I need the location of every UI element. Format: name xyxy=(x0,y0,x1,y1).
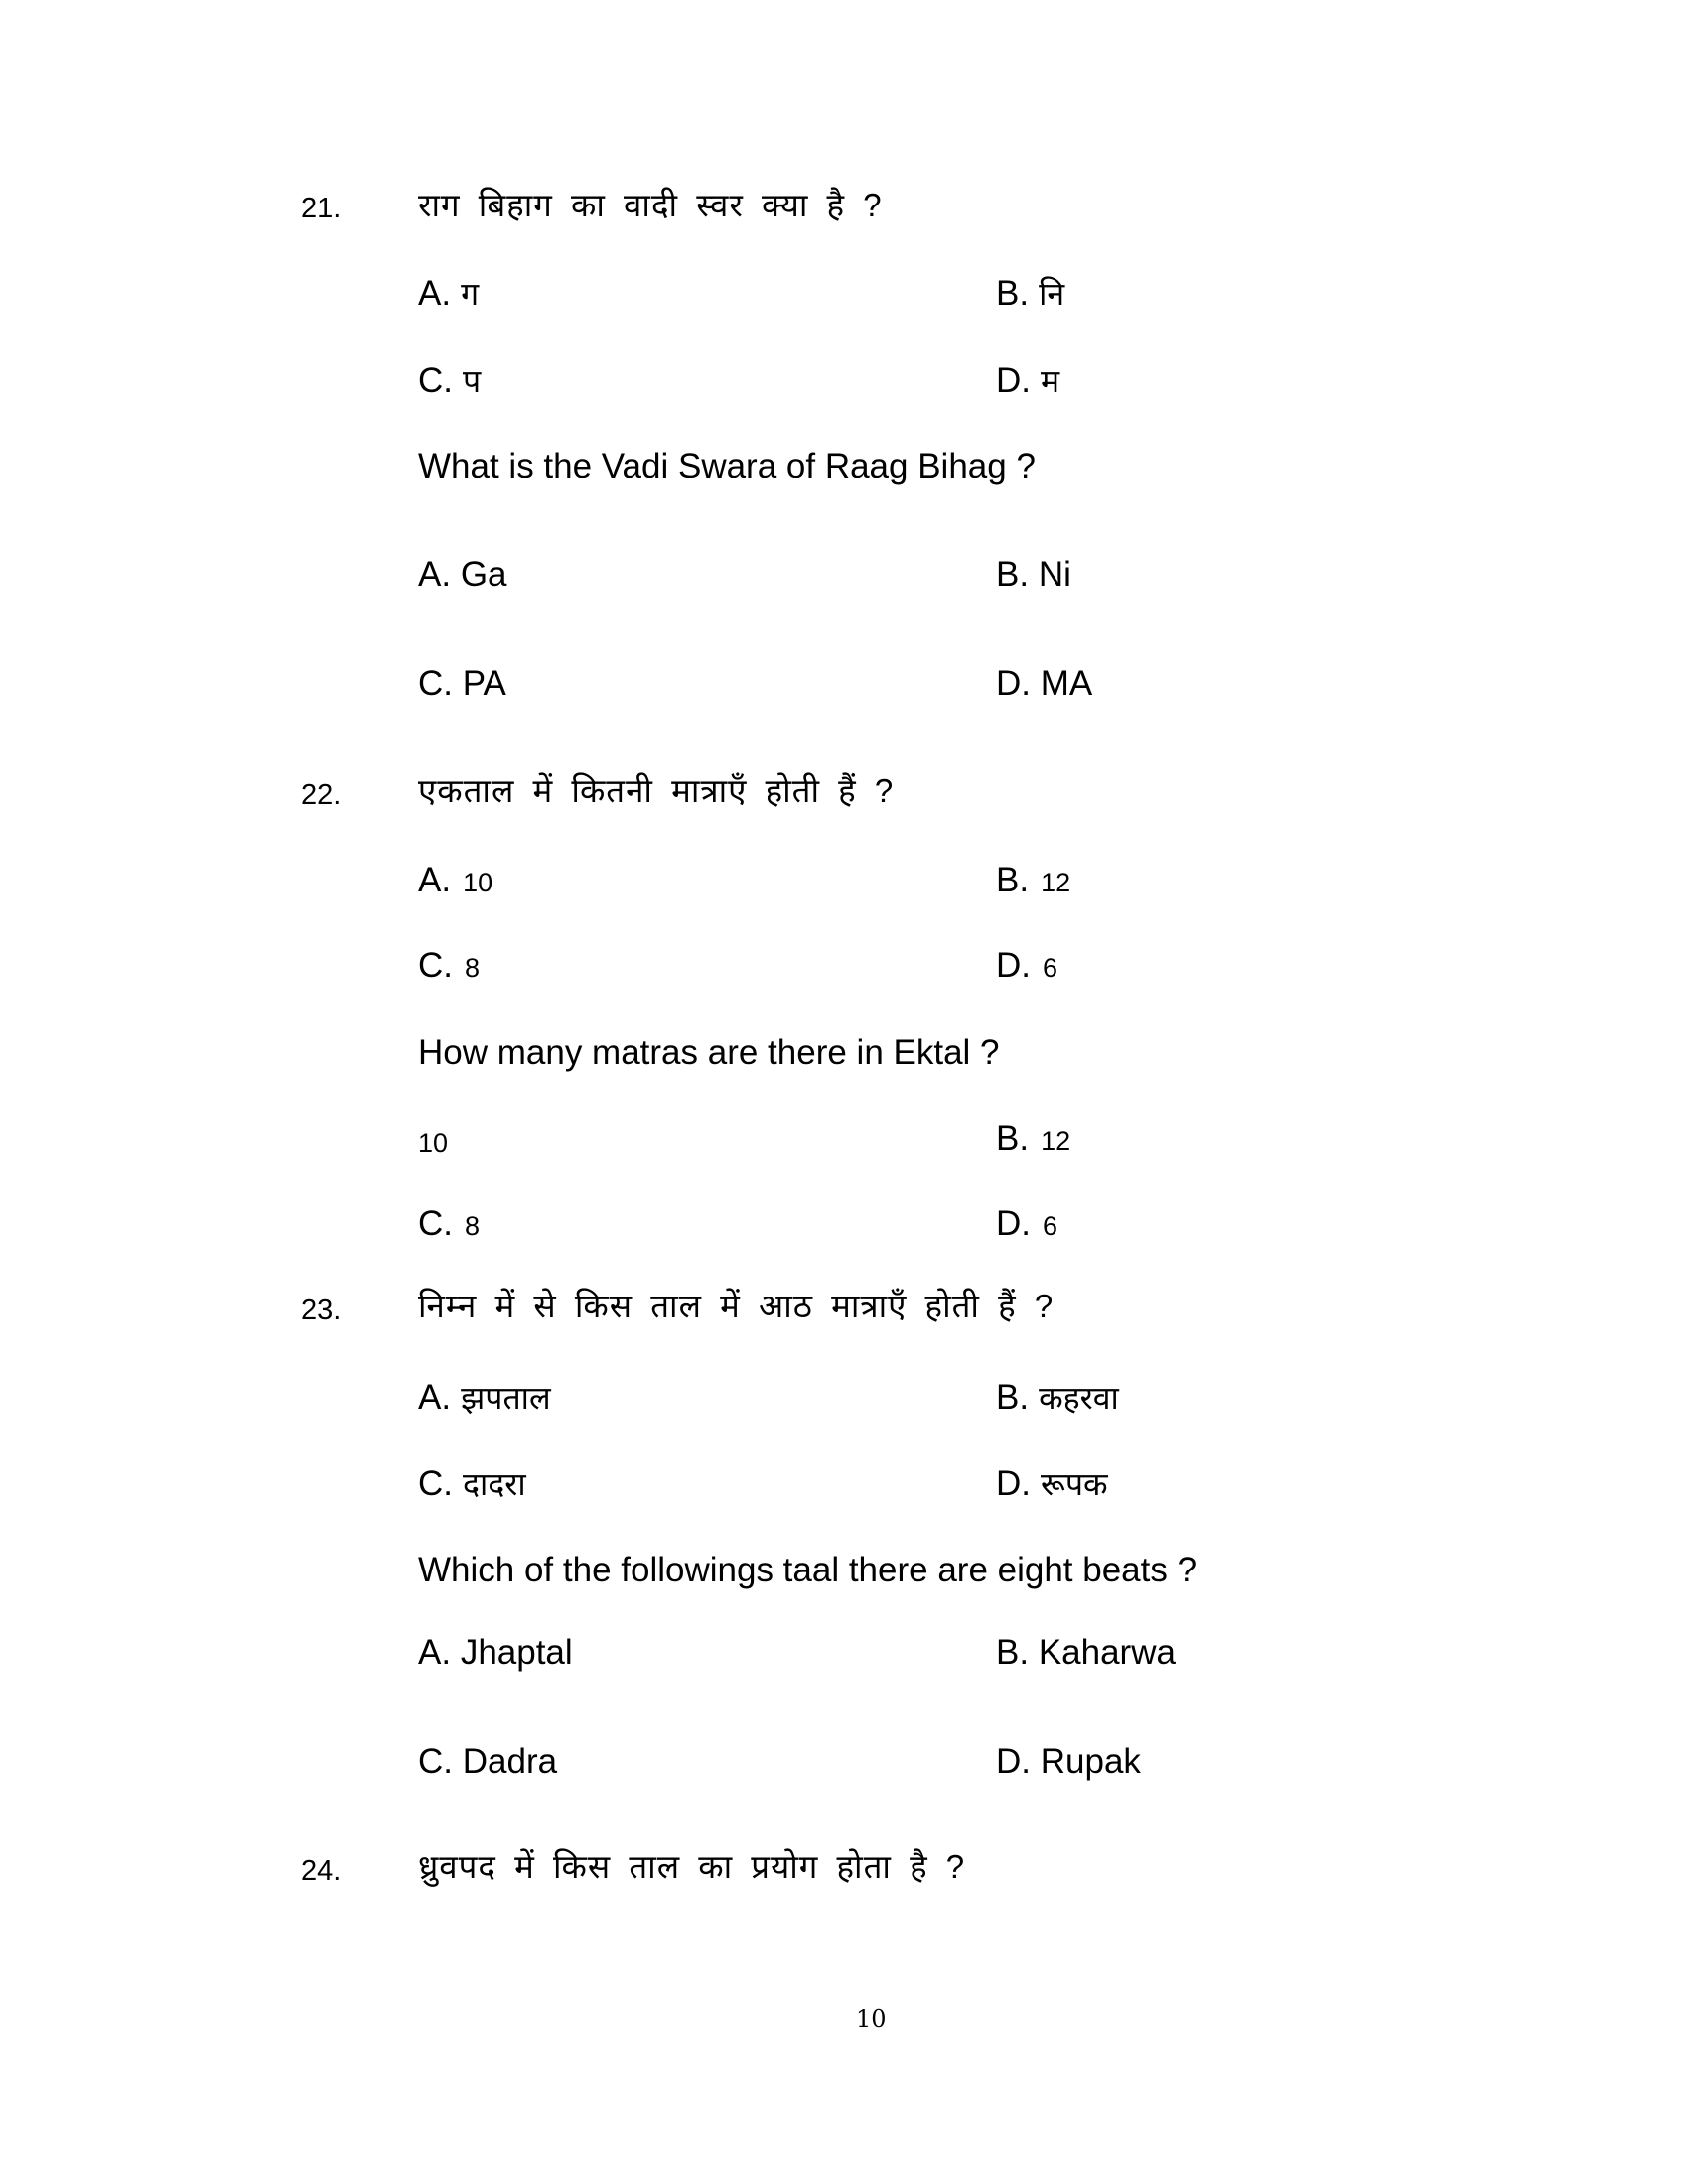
option-value: 8 xyxy=(465,1211,481,1241)
option-label: B. xyxy=(996,861,1030,899)
option-value: 12 xyxy=(1041,1126,1071,1156)
option-b[interactable] xyxy=(996,1635,1176,1670)
question-text-hindi: एकताल में कितनी मात्राएँ होती हैं ? xyxy=(418,772,895,809)
option-value: 8 xyxy=(465,953,481,983)
option-label: D. xyxy=(996,664,1031,703)
option-c[interactable] xyxy=(418,1206,480,1241)
option-a[interactable] xyxy=(418,863,492,897)
option-label: B. xyxy=(996,1119,1030,1158)
option-value: 10 xyxy=(418,1128,449,1158)
option-c[interactable] xyxy=(418,948,480,983)
option-d[interactable] xyxy=(996,1206,1057,1241)
option-value: PA xyxy=(462,664,506,703)
option-value: म xyxy=(1041,363,1060,399)
option-label: C. xyxy=(418,1204,453,1243)
option-label: C. xyxy=(418,1464,453,1503)
option-d[interactable] xyxy=(996,1744,1141,1779)
option-label: A. xyxy=(418,1633,452,1672)
option-value: रूपक xyxy=(1041,1466,1108,1502)
option-value: Rupak xyxy=(1040,1742,1141,1781)
option-a[interactable] xyxy=(418,1635,573,1670)
option-value: Ga xyxy=(460,555,507,594)
option-label: C. xyxy=(418,664,453,703)
option-b[interactable] xyxy=(996,276,1064,311)
question-number: 22. xyxy=(301,779,342,811)
option-label: D. xyxy=(996,1204,1031,1243)
option-b[interactable] xyxy=(996,863,1070,897)
option-b[interactable] xyxy=(996,1121,1070,1156)
option-label: B. xyxy=(996,1378,1030,1417)
option-value: दादरा xyxy=(463,1466,526,1502)
option-b[interactable] xyxy=(996,557,1071,592)
option-value: ग xyxy=(461,276,480,312)
option-a[interactable] xyxy=(418,1123,448,1158)
option-value: 6 xyxy=(1043,953,1058,983)
option-value: Jhaptal xyxy=(460,1633,573,1672)
option-value: कहरवा xyxy=(1039,1380,1119,1416)
option-value: Ni xyxy=(1038,555,1071,594)
question-number: 23. xyxy=(301,1295,342,1326)
option-label: C. xyxy=(418,946,453,985)
question-text-hindi: राग बिहाग का वादी स्वर क्या है ? xyxy=(418,187,883,223)
option-c[interactable] xyxy=(418,1744,557,1779)
question-text-hindi: ध्रुवपद में किस ताल का प्रयोग होता है ? xyxy=(418,1848,966,1885)
option-value: 10 xyxy=(463,868,493,897)
option-a[interactable] xyxy=(418,276,479,311)
option-label: A. xyxy=(418,274,452,313)
option-label: C. xyxy=(418,1742,453,1781)
option-label: A. xyxy=(418,861,452,899)
question-text-english: How many matras are there in Ektal ? xyxy=(418,1033,1000,1072)
option-value: Kaharwa xyxy=(1038,1633,1176,1672)
option-label: B. xyxy=(996,555,1030,594)
option-value: नि xyxy=(1039,276,1065,312)
option-label: D. xyxy=(996,946,1031,985)
option-d[interactable] xyxy=(996,948,1057,983)
option-c[interactable] xyxy=(418,363,481,398)
option-value: झपताल xyxy=(461,1380,551,1416)
option-label: A. xyxy=(418,1378,452,1417)
option-d[interactable] xyxy=(996,666,1092,701)
option-label: B. xyxy=(996,274,1030,313)
option-value: MA xyxy=(1040,664,1093,703)
question-number: 21. xyxy=(301,193,342,224)
option-value: 12 xyxy=(1041,868,1071,897)
option-value: प xyxy=(463,363,482,399)
option-value: Dadra xyxy=(462,1742,558,1781)
option-label: A. xyxy=(418,555,452,594)
option-d[interactable] xyxy=(996,1466,1108,1501)
option-label: D. xyxy=(996,361,1031,400)
option-value: 6 xyxy=(1043,1211,1058,1241)
question-text-hindi: निम्न में से किस ताल में आठ मात्राएँ होती हैं ? xyxy=(418,1288,1055,1324)
option-label: B. xyxy=(996,1633,1030,1672)
option-label: C. xyxy=(418,361,453,400)
option-a[interactable] xyxy=(418,1380,551,1415)
option-label: D. xyxy=(996,1464,1031,1503)
option-c[interactable] xyxy=(418,666,506,701)
option-d[interactable] xyxy=(996,363,1059,398)
question-text-english: Which of the followings taal there are eight beats ? xyxy=(418,1551,1197,1589)
option-a[interactable] xyxy=(418,557,507,592)
page-number: 10 xyxy=(856,2005,887,2033)
option-c[interactable] xyxy=(418,1466,526,1501)
option-label: D. xyxy=(996,1742,1031,1781)
option-b[interactable] xyxy=(996,1380,1119,1415)
question-text-english: What is the Vadi Swara of Raag Bihag ? xyxy=(418,447,1036,485)
question-number: 24. xyxy=(301,1855,342,1887)
